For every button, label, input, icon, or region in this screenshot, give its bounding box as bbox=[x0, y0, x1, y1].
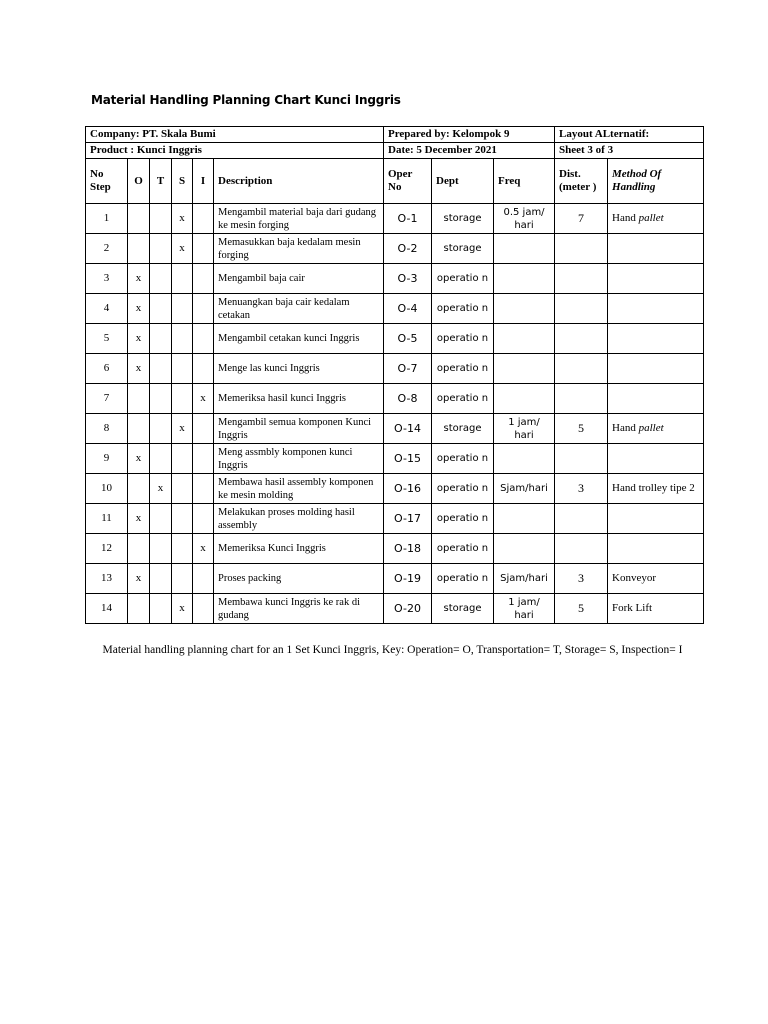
operation-mark-cell bbox=[128, 384, 150, 414]
storage-mark-cell bbox=[172, 534, 193, 564]
freq-cell bbox=[494, 444, 555, 474]
oper-no-cell: O-7 bbox=[384, 354, 432, 384]
dept-cell: operatio n bbox=[432, 324, 494, 354]
dept-cell: operatio n bbox=[432, 534, 494, 564]
inspection-mark-cell bbox=[193, 204, 214, 234]
table-row bbox=[86, 504, 704, 534]
step-number-cell: 12 bbox=[86, 534, 128, 564]
step-number-cell: 9 bbox=[86, 444, 128, 474]
description-cell: Menuangkan baja cair kedalam cetakan bbox=[214, 294, 384, 324]
col-dept: Dept bbox=[432, 159, 494, 204]
col-oper-no: Oper No bbox=[384, 159, 432, 204]
dist-cell bbox=[555, 534, 608, 564]
step-number-cell: 2 bbox=[86, 234, 128, 264]
operation-mark-cell: x bbox=[128, 504, 150, 534]
table-caption: Material handling planning chart for an 1 Set Kunci Inggris, Key: Operation= O, Transportation= T, Storage= S, Inspection= I bbox=[102, 644, 683, 656]
inspection-mark-cell bbox=[193, 264, 214, 294]
dept-cell: operatio n bbox=[432, 264, 494, 294]
method-cell bbox=[608, 594, 704, 624]
method-text: Hand bbox=[612, 212, 636, 224]
storage-mark-cell bbox=[172, 474, 193, 504]
table-row bbox=[86, 594, 704, 624]
step-number-cell: 14 bbox=[86, 594, 128, 624]
description-cell: Mengambil material baja dari gudang ke mesin forging bbox=[214, 204, 384, 234]
material-handling-table bbox=[85, 126, 704, 624]
freq-cell: 1 jam/ hari bbox=[494, 594, 555, 624]
col-freq: Freq bbox=[494, 159, 555, 204]
step-number-cell: 1 bbox=[86, 204, 128, 234]
method-text: Hand trolley tipe 2 bbox=[612, 482, 695, 494]
freq-cell bbox=[494, 264, 555, 294]
dist-cell bbox=[555, 294, 608, 324]
column-header-row bbox=[86, 159, 704, 204]
operation-mark-cell: x bbox=[128, 564, 150, 594]
oper-no-cell: O-16 bbox=[384, 474, 432, 504]
operation-mark-cell: x bbox=[128, 294, 150, 324]
dist-cell: 5 bbox=[555, 414, 608, 444]
inspection-mark-cell bbox=[193, 564, 214, 594]
freq-cell bbox=[494, 384, 555, 414]
dept-cell: operatio n bbox=[432, 504, 494, 534]
description-cell: Meng assmbly komponen kunci Inggris bbox=[214, 444, 384, 474]
storage-mark-cell bbox=[172, 444, 193, 474]
transport-mark-cell bbox=[150, 594, 172, 624]
description-cell: Memasukkan baja kedalam mesin forging bbox=[214, 234, 384, 264]
operation-mark-cell bbox=[128, 414, 150, 444]
product-cell: Product : Kunci Inggris bbox=[86, 143, 384, 159]
header-row-2 bbox=[86, 143, 704, 159]
freq-cell bbox=[494, 294, 555, 324]
dept-cell: operatio n bbox=[432, 294, 494, 324]
dist-cell: 7 bbox=[555, 204, 608, 234]
method-italic-text: pallet bbox=[638, 212, 664, 224]
freq-cell bbox=[494, 234, 555, 264]
step-number-cell: 3 bbox=[86, 264, 128, 294]
description-cell: Memeriksa Kunci Inggris bbox=[214, 534, 384, 564]
oper-no-cell: O-3 bbox=[384, 264, 432, 294]
document-title: Material Handling Planning Chart Kunci Inggris bbox=[91, 93, 401, 107]
step-number-cell: 13 bbox=[86, 564, 128, 594]
freq-cell: 1 jam/ hari bbox=[494, 414, 555, 444]
oper-no-cell: O-5 bbox=[384, 324, 432, 354]
method-cell bbox=[608, 504, 704, 534]
dept-cell: operatio n bbox=[432, 444, 494, 474]
description-cell: Mengambil semua komponen Kunci Inggris bbox=[214, 414, 384, 444]
operation-mark-cell: x bbox=[128, 444, 150, 474]
dist-cell: 3 bbox=[555, 474, 608, 504]
method-cell bbox=[608, 414, 704, 444]
storage-mark-cell bbox=[172, 294, 193, 324]
freq-cell: Sjam/hari bbox=[494, 474, 555, 504]
description-cell: Membawa hasil assembly komponen ke mesin molding bbox=[214, 474, 384, 504]
method-cell bbox=[608, 204, 704, 234]
col-description: Description bbox=[214, 159, 384, 204]
transport-mark-cell: x bbox=[150, 474, 172, 504]
method-cell bbox=[608, 294, 704, 324]
inspection-mark-cell bbox=[193, 234, 214, 264]
inspection-mark-cell: x bbox=[193, 384, 214, 414]
operation-mark-cell bbox=[128, 534, 150, 564]
transport-mark-cell bbox=[150, 534, 172, 564]
table-row bbox=[86, 444, 704, 474]
col-s: S bbox=[172, 159, 193, 204]
table-row bbox=[86, 294, 704, 324]
inspection-mark-cell bbox=[193, 594, 214, 624]
col-t: T bbox=[150, 159, 172, 204]
dept-cell: operatio n bbox=[432, 354, 494, 384]
method-cell bbox=[608, 534, 704, 564]
dept-cell: storage bbox=[432, 594, 494, 624]
table-row bbox=[86, 384, 704, 414]
dist-cell bbox=[555, 234, 608, 264]
oper-no-cell: O-14 bbox=[384, 414, 432, 444]
method-text: Fork Lift bbox=[612, 602, 653, 614]
col-dist: Dist. (meter ) bbox=[555, 159, 608, 204]
transport-mark-cell bbox=[150, 264, 172, 294]
table-row bbox=[86, 234, 704, 264]
transport-mark-cell bbox=[150, 444, 172, 474]
oper-no-cell: O-17 bbox=[384, 504, 432, 534]
transport-mark-cell bbox=[150, 294, 172, 324]
inspection-mark-cell: x bbox=[193, 534, 214, 564]
storage-mark-cell: x bbox=[172, 594, 193, 624]
transport-mark-cell bbox=[150, 564, 172, 594]
storage-mark-cell: x bbox=[172, 204, 193, 234]
method-cell bbox=[608, 384, 704, 414]
method-cell bbox=[608, 324, 704, 354]
step-number-cell: 4 bbox=[86, 294, 128, 324]
storage-mark-cell bbox=[172, 324, 193, 354]
oper-no-cell: O-20 bbox=[384, 594, 432, 624]
freq-cell bbox=[494, 354, 555, 384]
oper-no-cell: O-19 bbox=[384, 564, 432, 594]
transport-mark-cell bbox=[150, 204, 172, 234]
inspection-mark-cell bbox=[193, 444, 214, 474]
freq-cell: 0.5 jam/ hari bbox=[494, 204, 555, 234]
table-row bbox=[86, 534, 704, 564]
freq-cell bbox=[494, 534, 555, 564]
col-method: Method Of Handling bbox=[608, 159, 704, 204]
layout-cell: Layout ALternatif: bbox=[555, 127, 704, 143]
dist-cell: 5 bbox=[555, 594, 608, 624]
inspection-mark-cell bbox=[193, 354, 214, 384]
table-row bbox=[86, 324, 704, 354]
oper-no-cell: O-4 bbox=[384, 294, 432, 324]
prepared-by-cell: Prepared by: Kelompok 9 bbox=[384, 127, 555, 143]
col-no-step: No Step bbox=[86, 159, 128, 204]
storage-mark-cell bbox=[172, 264, 193, 294]
freq-cell bbox=[494, 324, 555, 354]
table-row bbox=[86, 204, 704, 234]
transport-mark-cell bbox=[150, 324, 172, 354]
operation-mark-cell: x bbox=[128, 264, 150, 294]
dist-cell bbox=[555, 324, 608, 354]
operation-mark-cell: x bbox=[128, 324, 150, 354]
method-cell bbox=[608, 264, 704, 294]
step-number-cell: 8 bbox=[86, 414, 128, 444]
description-cell: Mengambil baja cair bbox=[214, 264, 384, 294]
storage-mark-cell bbox=[172, 504, 193, 534]
dist-cell bbox=[555, 444, 608, 474]
description-cell: Memeriksa hasil kunci Inggris bbox=[214, 384, 384, 414]
freq-cell bbox=[494, 504, 555, 534]
step-number-cell: 10 bbox=[86, 474, 128, 504]
dist-cell bbox=[555, 354, 608, 384]
dept-cell: storage bbox=[432, 204, 494, 234]
description-cell: Membawa kunci Inggris ke rak di gudang bbox=[214, 594, 384, 624]
method-italic-text: pallet bbox=[638, 422, 664, 434]
method-cell bbox=[608, 474, 704, 504]
table-row bbox=[86, 414, 704, 444]
storage-mark-cell: x bbox=[172, 414, 193, 444]
description-cell: Melakukan proses molding hasil assembly bbox=[214, 504, 384, 534]
step-number-cell: 6 bbox=[86, 354, 128, 384]
col-i: I bbox=[193, 159, 214, 204]
inspection-mark-cell bbox=[193, 474, 214, 504]
dept-cell: storage bbox=[432, 414, 494, 444]
step-number-cell: 7 bbox=[86, 384, 128, 414]
method-cell bbox=[608, 234, 704, 264]
inspection-mark-cell bbox=[193, 294, 214, 324]
header-row-1 bbox=[86, 127, 704, 143]
inspection-mark-cell bbox=[193, 324, 214, 354]
table-row bbox=[86, 474, 704, 504]
dist-cell bbox=[555, 384, 608, 414]
dept-cell: operatio n bbox=[432, 474, 494, 504]
storage-mark-cell bbox=[172, 354, 193, 384]
oper-no-cell: O-18 bbox=[384, 534, 432, 564]
table-row bbox=[86, 564, 704, 594]
table-row bbox=[86, 354, 704, 384]
dist-cell: 3 bbox=[555, 564, 608, 594]
method-text: Konveyor bbox=[612, 572, 657, 584]
company-cell: Company: PT. Skala Bumi bbox=[86, 127, 384, 143]
description-cell: Menge las kunci Inggris bbox=[214, 354, 384, 384]
transport-mark-cell bbox=[150, 354, 172, 384]
description-cell: Proses packing bbox=[214, 564, 384, 594]
dept-cell: operatio n bbox=[432, 384, 494, 414]
step-number-cell: 5 bbox=[86, 324, 128, 354]
operation-mark-cell bbox=[128, 594, 150, 624]
storage-mark-cell bbox=[172, 564, 193, 594]
table-row bbox=[86, 264, 704, 294]
oper-no-cell: O-8 bbox=[384, 384, 432, 414]
dept-cell: storage bbox=[432, 234, 494, 264]
method-cell bbox=[608, 564, 704, 594]
inspection-mark-cell bbox=[193, 414, 214, 444]
dept-cell: operatio n bbox=[432, 564, 494, 594]
storage-mark-cell bbox=[172, 384, 193, 414]
transport-mark-cell bbox=[150, 504, 172, 534]
transport-mark-cell bbox=[150, 384, 172, 414]
oper-no-cell: O-1 bbox=[384, 204, 432, 234]
date-cell: Date: 5 December 2021 bbox=[384, 143, 555, 159]
description-cell: Mengambil cetakan kunci Inggris bbox=[214, 324, 384, 354]
operation-mark-cell: x bbox=[128, 354, 150, 384]
oper-no-cell: O-2 bbox=[384, 234, 432, 264]
oper-no-cell: O-15 bbox=[384, 444, 432, 474]
operation-mark-cell bbox=[128, 474, 150, 504]
transport-mark-cell bbox=[150, 234, 172, 264]
dist-cell bbox=[555, 264, 608, 294]
freq-cell: Sjam/hari bbox=[494, 564, 555, 594]
inspection-mark-cell bbox=[193, 504, 214, 534]
method-cell bbox=[608, 354, 704, 384]
sheet-cell: Sheet 3 of 3 bbox=[555, 143, 704, 159]
operation-mark-cell bbox=[128, 234, 150, 264]
col-o: O bbox=[128, 159, 150, 204]
step-number-cell: 11 bbox=[86, 504, 128, 534]
dist-cell bbox=[555, 504, 608, 534]
transport-mark-cell bbox=[150, 414, 172, 444]
method-cell bbox=[608, 444, 704, 474]
method-text: Hand bbox=[612, 422, 636, 434]
operation-mark-cell bbox=[128, 204, 150, 234]
storage-mark-cell: x bbox=[172, 234, 193, 264]
